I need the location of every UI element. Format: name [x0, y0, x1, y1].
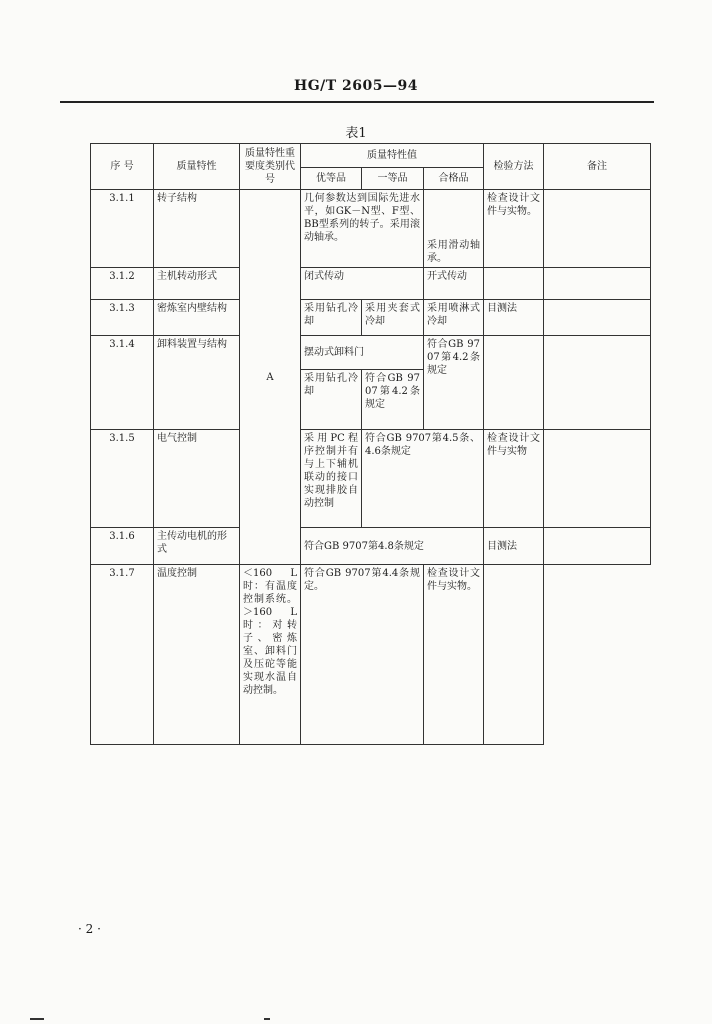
table-caption: 表1: [345, 126, 367, 141]
cell-method: 检查设计文件与实物: [484, 430, 544, 528]
cell-qualified: 采用滑动轴承。: [424, 190, 484, 268]
cell-method: 检查设计文件与实物。: [424, 565, 484, 745]
table-row: [91, 430, 651, 528]
header-values-group: 质量特性值: [301, 144, 484, 168]
cell-qualified: 开式传动: [424, 268, 484, 300]
cell-all-grades: 符合GB 9707第4.8条规定: [301, 528, 484, 565]
cell-remark: [544, 268, 651, 300]
row-number: 3.1.4: [91, 336, 154, 430]
row-characteristic: 温度控制: [154, 565, 240, 745]
cell-first: 符合GB 9707第4.2条规定: [362, 370, 424, 430]
cell-first: 采用夹套式冷却: [362, 300, 424, 336]
row-number: 3.1.1: [91, 190, 154, 268]
cell-method: 目测法: [484, 300, 544, 336]
document-header: HG/T 2605—94: [293, 78, 419, 94]
cell-superior: 采用钻孔冷却: [301, 300, 362, 336]
table-row: [91, 565, 651, 745]
row-characteristic: 主机转动形式: [154, 268, 240, 300]
quality-spec-table: [90, 143, 651, 745]
header-characteristic: 质量特性: [154, 144, 240, 190]
header-first: 一等品: [362, 168, 424, 190]
page-number: · 2 ·: [78, 922, 101, 936]
header-importance-class: 质量特性重要度类别代号: [240, 144, 301, 190]
cell-remark: [544, 430, 651, 528]
cell-method: [484, 268, 544, 300]
cell-superior: 采用钻孔冷却: [301, 370, 362, 430]
row-number: 3.1.2: [91, 268, 154, 300]
importance-class-code: A: [240, 190, 301, 565]
scan-artifact: [30, 1018, 44, 1020]
row-number: 3.1.6: [91, 528, 154, 565]
row-characteristic: 转子结构: [154, 190, 240, 268]
row-characteristic: 电气控制: [154, 430, 240, 528]
cell-remark: [544, 190, 651, 268]
header-superior: 优等品: [301, 168, 362, 190]
header-seq: 序 号: [91, 144, 154, 190]
cell-method: [484, 336, 544, 430]
cell-superior-first: 摆动式卸料门: [301, 336, 424, 370]
cell-remark: [544, 300, 651, 336]
cell-superior-first: 闭式传动: [301, 268, 424, 300]
row-number: 3.1.7: [91, 565, 154, 745]
cell-remark: [544, 528, 651, 565]
row-number: 3.1.5: [91, 430, 154, 528]
header-rule: [60, 101, 654, 103]
cell-method: 检查设计文件与实物。: [484, 190, 544, 268]
header-method: 检验方法: [484, 144, 544, 190]
cell-remark: [544, 336, 651, 430]
table-row: [91, 528, 651, 565]
header-qualified: 合格品: [424, 168, 484, 190]
cell-superior: 采用PC程序控制并有与上下辅机联动的接口实现排胶自动控制: [301, 430, 362, 528]
cell-remark: [484, 565, 544, 745]
cell-superior: 几何参数达到国际先进水平，如GK－N型、F型、BB型系列的转子。采用滚动轴承。: [301, 190, 424, 268]
row-characteristic: 卸料装置与结构: [154, 336, 240, 430]
cell-superior: ＜160 L时：有温度控制系统。＞160 L时：对转子、密炼室、卸料门及压砣等能实现水温自动控制。: [240, 565, 301, 745]
cell-first-qualified: 符合GB 9707第4.4条规定。: [301, 565, 424, 745]
row-characteristic: 主传动电机的形式: [154, 528, 240, 565]
table-row: [91, 268, 651, 300]
cell-first-qualified: 符合GB 9707第4.5条、4.6条规定: [362, 430, 484, 528]
row-characteristic: 密炼室内壁结构: [154, 300, 240, 336]
cell-qualified: 采用喷淋式冷却: [424, 300, 484, 336]
table-row: [91, 190, 651, 268]
header-remark: 备注: [544, 144, 651, 190]
scan-artifact: [264, 1018, 270, 1020]
row-number: 3.1.3: [91, 300, 154, 336]
cell-method: 目测法: [484, 528, 544, 565]
table-row: [91, 300, 651, 336]
table-row: [91, 336, 651, 370]
cell-qualified: 符合GB 9707第4.2条规定: [424, 336, 484, 430]
